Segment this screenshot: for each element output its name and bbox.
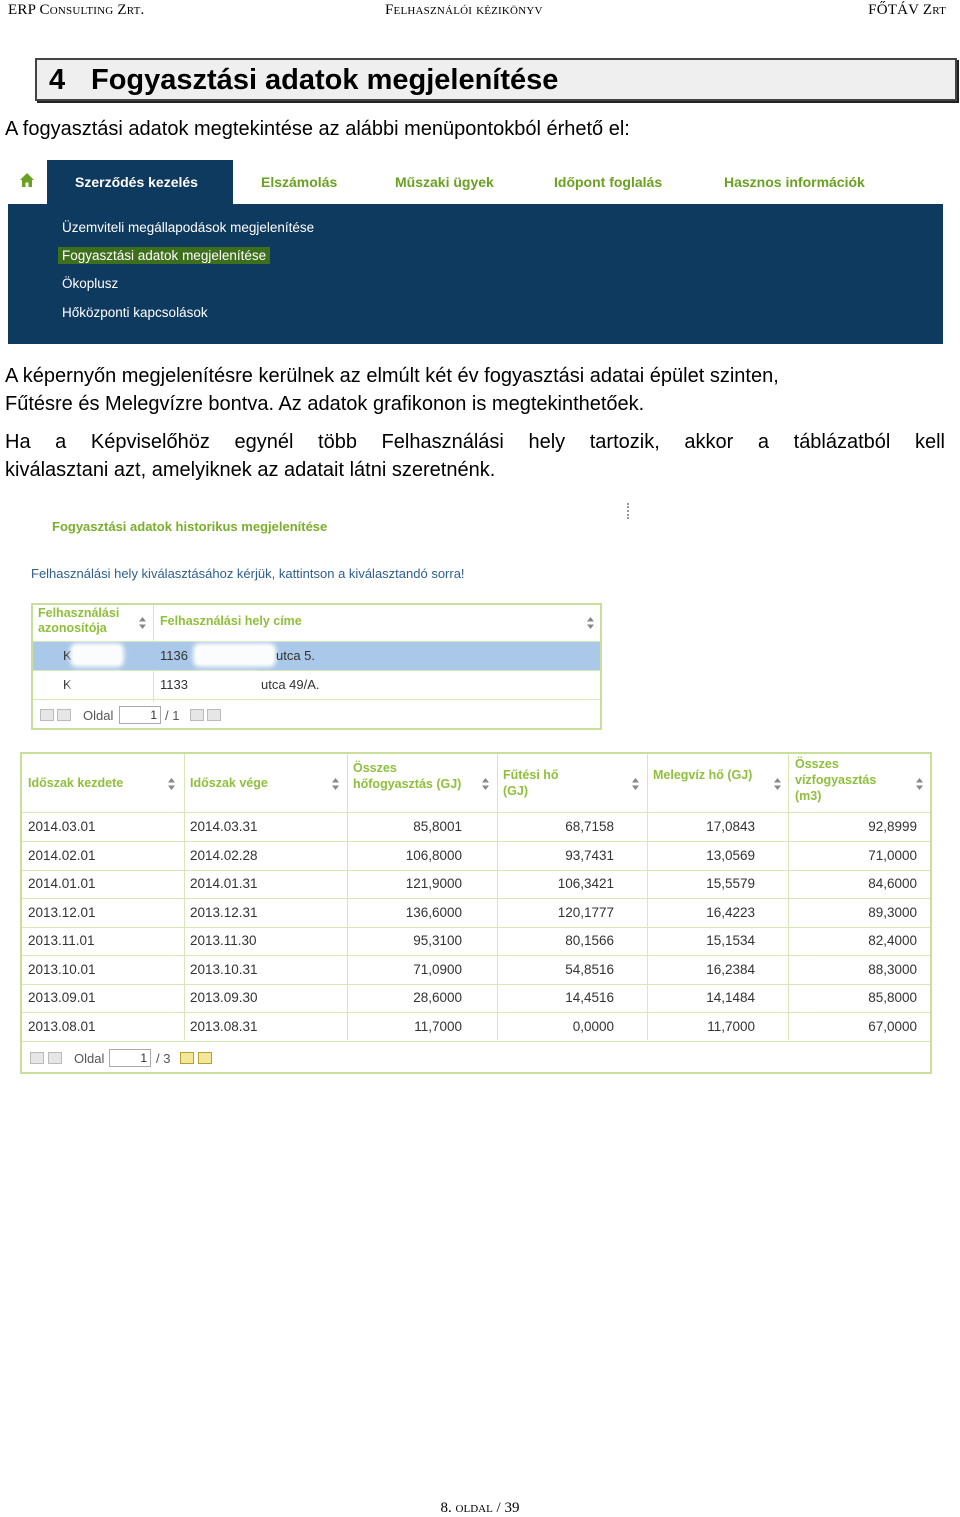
table-cell: 92,8999: [868, 819, 917, 834]
table-row[interactable]: [22, 870, 930, 899]
column-header-osszes-hofogyasztas[interactable]: Összes hőfogyasztás (GJ): [353, 761, 462, 791]
table-cell: 11,7000: [707, 1018, 755, 1034]
page-input[interactable]: 1: [119, 706, 161, 724]
section-heading: [35, 58, 957, 101]
table-cell: 2013.10.01: [28, 961, 96, 977]
redacted-area: [73, 675, 121, 693]
table-cell: 2014.03.31: [190, 819, 258, 834]
table-row[interactable]: [33, 642, 600, 671]
table-cell: 2014.01.31: [190, 876, 258, 891]
cell-id: K: [63, 648, 72, 663]
first-page-button[interactable]: [40, 709, 54, 721]
table-cell: 80,1566: [565, 933, 614, 948]
top-menu-bar: [8, 160, 943, 204]
column-header-idoszak-kezdete[interactable]: Időszak kezdete: [28, 776, 124, 790]
menu-item-elszamolas[interactable]: Elszámolás: [261, 174, 338, 190]
table-cell: 67,0000: [868, 1018, 917, 1034]
table-row[interactable]: [22, 842, 930, 871]
table-row[interactable]: [22, 956, 930, 985]
table-cell: 2013.11.30: [190, 933, 257, 948]
redacted-area: [196, 675, 258, 693]
table-cell: 85,8000: [868, 990, 917, 1005]
table-cell: 88,3000: [868, 961, 917, 977]
table-row[interactable]: [22, 1013, 930, 1042]
section-title: Fogyasztási adatok megjelenítése: [91, 64, 559, 96]
table-cell: 16,2384: [706, 961, 755, 977]
redacted-area: [73, 646, 121, 664]
table-cell: 2014.02.28: [190, 847, 258, 863]
table-cell: 2013.08.31: [190, 1018, 258, 1034]
sort-icon[interactable]: [632, 778, 639, 790]
prev-page-button[interactable]: [48, 1052, 62, 1064]
cell-zip: 1133: [160, 677, 188, 692]
submenu-item-uzemviteli[interactable]: Üzemviteli megállapodások megjelenítése: [62, 220, 315, 235]
paragraph-2-line-1: A képernyőn megjelenítésre kerülnek az elmúlt két év fogyasztási adatai épület szinten,: [5, 365, 779, 387]
submenu-item-hokozponti[interactable]: Hőközponti kapcsolások: [62, 305, 208, 320]
section-title-line: [49, 64, 558, 97]
consumption-table-header: [22, 754, 930, 813]
column-header-idoszak-vege[interactable]: Időszak vége: [190, 776, 268, 790]
last-page-button[interactable]: [207, 709, 221, 721]
table-cell: 2014.01.01: [28, 876, 96, 891]
column-header-osszes-vizfogyasztas[interactable]: Összes vízfogyasztás (m3): [795, 757, 877, 803]
submenu-dropdown: [8, 204, 943, 344]
table-cell: 2014.03.01: [28, 819, 96, 834]
table-cell: 136,6000: [405, 904, 462, 920]
sort-icon[interactable]: [168, 778, 175, 790]
submenu-item-okoplusz[interactable]: Ökoplusz: [62, 276, 119, 291]
page-input[interactable]: 1: [109, 1049, 151, 1067]
table-cell: 2013.08.01: [28, 1018, 96, 1034]
table-cell: 15,1534: [706, 933, 755, 948]
header-company: ERP Consulting Zrt.: [8, 2, 145, 18]
menu-screenshot: [8, 160, 943, 348]
table-cell: 14,4516: [565, 990, 614, 1005]
paragraph-3-line-1: Ha a Képviselőhöz egynél több Felhasználási hely tartozik, akkor a táblázatból kell: [5, 431, 945, 453]
menu-item-szerzodes-kezeles[interactable]: Szerződés kezelés: [75, 174, 198, 190]
table-cell: 2013.09.01: [28, 990, 96, 1005]
sort-icon[interactable]: [587, 617, 594, 629]
table-cell: 14,1484: [706, 990, 755, 1005]
table-row[interactable]: [22, 813, 930, 842]
table-row[interactable]: [22, 927, 930, 956]
sort-icon[interactable]: [916, 778, 923, 790]
table-cell: 2013.12.31: [190, 904, 258, 920]
menu-item-idopont-foglalas[interactable]: Időpont foglalás: [554, 174, 663, 190]
table-row[interactable]: [33, 671, 600, 700]
table-cell: 71,0000: [868, 847, 917, 863]
submenu-item-fogyasztasi-adatok[interactable]: Fogyasztási adatok megjelenítése: [58, 247, 270, 264]
prev-page-button[interactable]: [57, 709, 71, 721]
table-cell: 11,7000: [414, 1018, 462, 1034]
table-cell: 106,8000: [405, 847, 462, 863]
paragraph-3-line-2: kiválasztani azt, amelyiknek az adatait látni szeretnénk.: [5, 459, 496, 481]
paragraph-2-line-2: Fűtésre és Melegvízre bontva. Az adatok grafikonon is megtekinthetőek.: [5, 393, 645, 415]
next-page-button[interactable]: [180, 1052, 194, 1064]
consumption-table: [20, 752, 932, 1074]
locations-table-header: [33, 605, 600, 642]
historic-title: Fogyasztási adatok historikus megjelenítése: [52, 519, 328, 534]
table-cell: 54,8516: [565, 961, 614, 977]
table-cell: 15,5579: [706, 876, 755, 891]
cell-street: utca 5.: [276, 648, 316, 663]
pager-label: Oldal: [83, 708, 114, 723]
column-header-futesi-ho[interactable]: Fűtési hő (GJ): [503, 768, 559, 798]
dotted-divider: [627, 503, 629, 519]
column-header-azonosito[interactable]: Felhasználási azonosítója: [38, 606, 120, 635]
column-header-cim[interactable]: Felhasználási hely címe: [160, 614, 302, 628]
page-count: / 1: [165, 708, 180, 723]
table-cell: 120,1777: [557, 904, 614, 920]
table-cell: 2013.12.01: [28, 904, 96, 920]
first-page-button[interactable]: [30, 1052, 44, 1064]
table-cell: 13,0569: [706, 847, 755, 863]
table-cell: 82,4000: [868, 933, 917, 948]
table-cell: 85,8001: [413, 819, 462, 834]
table-cell: 93,7431: [565, 847, 614, 863]
cell-zip: 1136: [160, 648, 188, 663]
home-icon[interactable]: [19, 172, 35, 188]
cell-id: K: [63, 677, 72, 692]
section-number: 4: [49, 64, 66, 96]
menu-item-hasznos-informaciok[interactable]: Hasznos információk: [724, 174, 865, 190]
table-row[interactable]: [22, 984, 930, 1013]
page-count: / 3: [156, 1051, 171, 1066]
historic-instruction: Felhasználási hely kiválasztásához kérjük, kattintson a kiválasztandó sorra!: [31, 566, 465, 581]
header-client: FŐTÁV Zrt: [868, 2, 946, 18]
sort-icon[interactable]: [774, 778, 781, 790]
table-cell: 68,7158: [565, 819, 614, 834]
table-cell: 89,3000: [868, 904, 917, 920]
table-cell: 0,0000: [572, 1018, 614, 1034]
page-footer: 8. oldal / 39: [440, 1500, 520, 1516]
table-cell: 2013.11.01: [28, 933, 95, 948]
table-cell: 106,3421: [557, 876, 614, 891]
column-header-melegviz-ho[interactable]: Melegvíz hő (GJ): [653, 768, 753, 782]
sort-icon[interactable]: [482, 778, 489, 790]
last-page-button[interactable]: [198, 1052, 212, 1064]
sort-icon[interactable]: [332, 778, 339, 790]
sort-icon[interactable]: [139, 617, 146, 629]
table-cell: 2014.02.01: [28, 847, 96, 863]
table-cell: 95,3100: [413, 933, 462, 948]
table-cell: 84,6000: [868, 876, 917, 891]
table-cell: 71,0900: [413, 961, 462, 977]
redacted-area: [196, 646, 273, 664]
table-cell: 2013.10.31: [190, 961, 258, 977]
intro-text: A fogyasztási adatok megtekintése az alábbi menüpontokból érhető el:: [5, 118, 630, 140]
locations-table: [31, 603, 602, 730]
menu-item-muszaki-ugyek[interactable]: Műszaki ügyek: [395, 174, 494, 190]
table-cell: 17,0843: [706, 819, 755, 834]
cell-street: utca 49/A.: [261, 677, 320, 692]
table-row[interactable]: [22, 899, 930, 928]
table-cell: 28,6000: [413, 990, 462, 1005]
table-cell: 2013.09.30: [190, 990, 258, 1005]
table-cell: 121,9000: [405, 876, 462, 891]
table-cell: 16,4223: [706, 904, 755, 920]
next-page-button[interactable]: [190, 709, 204, 721]
header-document-title: Felhasználói kézikönyv: [385, 2, 543, 18]
pager-label: Oldal: [74, 1051, 105, 1066]
